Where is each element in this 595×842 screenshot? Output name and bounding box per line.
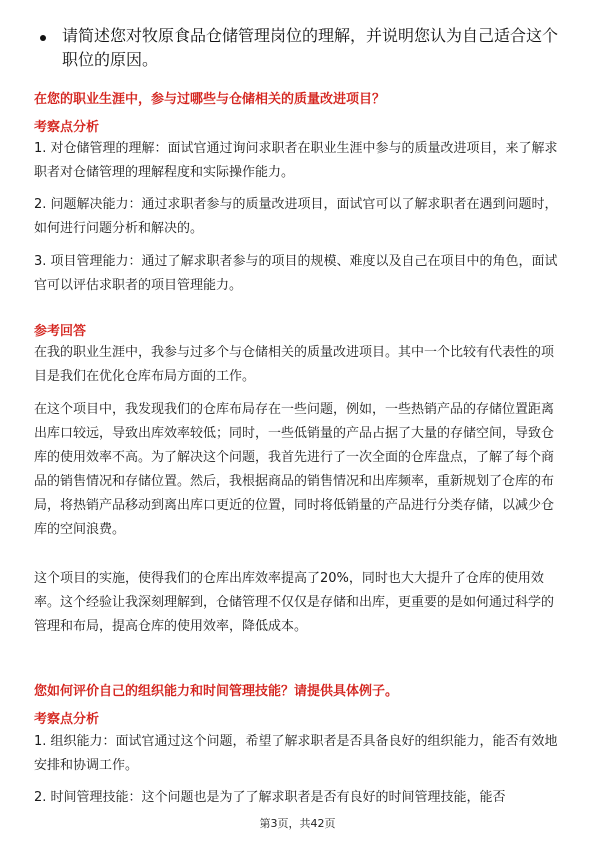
analysis-item: 3. 项目管理能力：通过了解求职者参与的项目的规模、难度以及自己在项目中的角色，面试官可以评估求职者的项目管理能力。 — [34, 254, 558, 293]
intro-bullet — [40, 24, 560, 72]
answer-paragraph: 这个项目的实施，使得我们的仓库出库效率提高了20%，同时也大大提升了仓库的使用效率。这个经验让我深刻理解到，仓储管理不仅仅是存储和出库，更重要的是如何通过科学的管理和布局，提高仓库的使用效率，降低成本。 — [34, 571, 555, 634]
intro-bullet-text: 请简述您对牧原食品仓储管理岗位的理解，并说明您认为自己适合这个职位的原因。 — [62, 26, 559, 69]
analysis-heading: 考察点分析 — [34, 712, 100, 727]
question-heading: 在您的职业生涯中，参与过哪些与仓储相关的质量改进项目？ — [34, 92, 386, 107]
analysis-heading: 考察点分析 — [34, 120, 100, 135]
answer-heading: 参考回答 — [34, 324, 87, 339]
analysis-item: 2. 问题解决能力：通过求职者参与的质量改进项目，面试官可以了解求职者在遇到问题时，如何进行问题分析和解决的。 — [34, 197, 558, 236]
analysis-item: 1. 组织能力：面试官通过这个问题，希望了解求职者是否具备良好的组织能力，能否有效地安排和协调工作。 — [34, 734, 558, 773]
bullet-dot-icon — [40, 35, 46, 41]
analysis-item: 2. 时间管理技能：这个问题也是为了了解求职者是否有良好的时间管理技能，能否 — [34, 790, 506, 805]
page-footer: 第3页，共42页 — [259, 817, 336, 830]
answer-paragraph: 在我的职业生涯中，我参与过多个与仓储相关的质量改进项目。其中一个比较有代表性的项目是我们在优化仓库布局方面的工作。 — [34, 345, 555, 384]
question-heading: 您如何评价自己的组织能力和时间管理技能？请提供具体例子。 — [34, 684, 399, 699]
analysis-item: 1. 对仓储管理的理解：面试官通过询问求职者在职业生涯中参与的质量改进项目，来了解求职者对仓储管理的理解程度和实际操作能力。 — [34, 141, 558, 180]
answer-paragraph: 在这个项目中，我发现我们的仓库布局存在一些问题，例如，一些热销产品的存储位置距离出库口较远，导致出库效率较低；同时，一些低销量的产品占据了大量的存储空间，导致仓库的使用效率不高。为了解决这个问题，我首先进行了一次全面的仓库盘点，了解了每个商品的销售情况和存储位置。然后，我根据商品的销售情况和出库频率，重新规划了仓库的布局，将热销产品移动到离出库口更近的位置，同时将低销量的产品进行分类存储，以减少仓库的空间浪费。 — [34, 402, 555, 537]
